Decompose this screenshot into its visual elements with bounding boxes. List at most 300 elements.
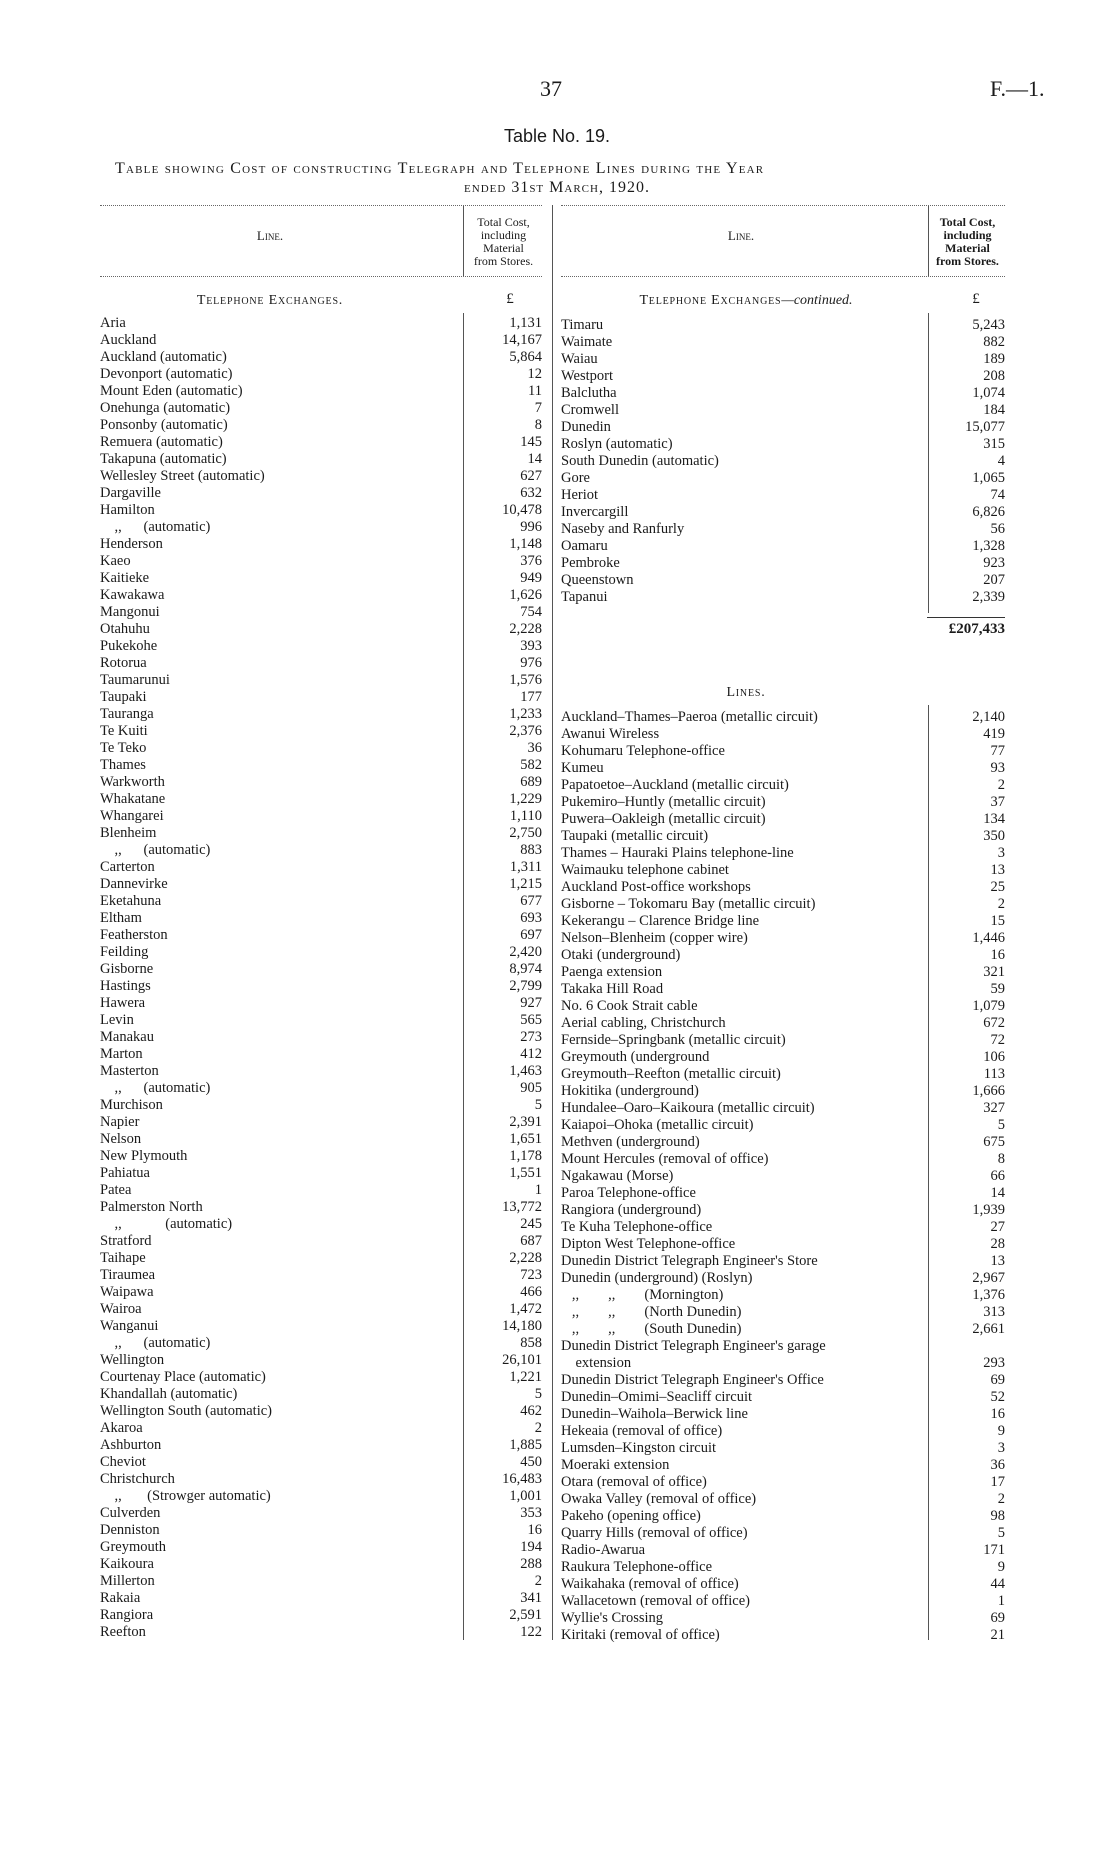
- line-cost: 21: [990, 1627, 1005, 1643]
- line-cost: 321: [983, 964, 1005, 980]
- line-row: [561, 1440, 1005, 1457]
- line-cost: 16,483: [502, 1471, 542, 1487]
- line-name: ,, ,, (Mornington): [561, 1287, 724, 1303]
- exchange-row: [100, 1335, 542, 1352]
- line-name: Waimate: [561, 334, 613, 350]
- line-name: Waikahaka (removal of office): [561, 1576, 739, 1592]
- exchange-row: [100, 808, 542, 825]
- cost-header-line3: Material: [945, 241, 990, 255]
- line-row: [561, 1389, 1005, 1406]
- line-name: Patea: [100, 1182, 132, 1198]
- line-cost: 723: [520, 1267, 542, 1283]
- line-cost: 2,140: [972, 709, 1005, 725]
- line-row: [561, 913, 1005, 930]
- line-row: [561, 947, 1005, 964]
- line-name: Devonport (automatic): [100, 366, 233, 382]
- line-cost: 412: [520, 1046, 542, 1062]
- line-name: New Plymouth: [100, 1148, 188, 1164]
- right-header: [561, 205, 1005, 277]
- line-name: Aria: [100, 315, 126, 331]
- line-cost: 177: [520, 689, 542, 705]
- line-name: Naseby and Ranfurly: [561, 521, 685, 537]
- line-name: Te Kuiti: [100, 723, 148, 739]
- exchange-row: [100, 1267, 542, 1284]
- exchange-row: [100, 451, 542, 468]
- line-cost: 1,178: [509, 1148, 542, 1164]
- line-row: [561, 1202, 1005, 1219]
- line-cost: 36: [527, 740, 542, 756]
- exchange-row: [100, 944, 542, 961]
- line-name: Henderson: [100, 536, 163, 552]
- line-name: Blenheim: [100, 825, 157, 841]
- line-cost: 207: [983, 572, 1005, 588]
- exchange-row: [561, 368, 1005, 385]
- line-name: Roslyn (automatic): [561, 436, 673, 452]
- exchange-row: [100, 1318, 542, 1335]
- line-name: Taupaki (metallic circuit): [561, 828, 709, 844]
- line-name: Whangarei: [100, 808, 164, 824]
- line-cost: 2,591: [509, 1607, 542, 1623]
- line-name: Levin: [100, 1012, 134, 1028]
- line-name: Papatoetoe–Auckland (metallic circuit): [561, 777, 789, 793]
- exchange-row: [100, 1301, 542, 1318]
- line-cost: 1: [534, 1182, 542, 1198]
- line-name: Wallacetown (removal of office): [561, 1593, 750, 1609]
- line-cost: 350: [983, 828, 1005, 844]
- exchange-row: [561, 351, 1005, 368]
- line-name: Palmerston North: [100, 1199, 203, 1215]
- line-cost: 2,376: [509, 723, 542, 739]
- line-cost: 376: [520, 553, 542, 569]
- line-row: [561, 1457, 1005, 1474]
- line-cost: 927: [520, 995, 542, 1011]
- exchange-row: [100, 1437, 542, 1454]
- line-cost: 145: [520, 434, 542, 450]
- line-name: Raukura Telephone-office: [561, 1559, 713, 1575]
- column-divider: [552, 205, 553, 1640]
- line-name: Cromwell: [561, 402, 619, 418]
- exchange-row: [100, 1505, 542, 1522]
- line-cost: 882: [983, 334, 1005, 350]
- line-name: Lumsden–Kingston circuit: [561, 1440, 717, 1456]
- exchange-row: [100, 978, 542, 995]
- line-cost: 582: [520, 757, 542, 773]
- exchange-row: [561, 419, 1005, 436]
- exchange-row: [100, 910, 542, 927]
- line-row: [561, 1542, 1005, 1559]
- line-cost: 996: [520, 519, 542, 535]
- line-name: Fernside–Springbank (metallic circuit): [561, 1032, 786, 1048]
- line-cost: 106: [983, 1049, 1005, 1065]
- line-name: No. 6 Cook Strait cable: [561, 998, 698, 1014]
- line-cost: 327: [983, 1100, 1005, 1116]
- line-name: Thames: [100, 757, 146, 773]
- exchange-row: [100, 400, 542, 417]
- line-name: Pahiatua: [100, 1165, 150, 1181]
- exchange-row: [100, 1539, 542, 1556]
- line-row: [561, 1219, 1005, 1236]
- line-name: Kaikoura: [100, 1556, 154, 1572]
- line-name: Kohumaru Telephone-office: [561, 743, 725, 759]
- line-name: Paenga extension: [561, 964, 663, 980]
- line-name: ,, (automatic): [100, 1335, 211, 1351]
- exchange-row: [100, 1403, 542, 1420]
- line-name: Dunedin District Telegraph Engineer's Store: [561, 1253, 818, 1269]
- line-cost: 2,661: [972, 1321, 1005, 1337]
- right-exchange-rows: [561, 317, 1005, 606]
- line-cost: 466: [520, 1284, 542, 1300]
- exchange-row: [100, 1556, 542, 1573]
- line-cost: 1,148: [509, 536, 542, 552]
- line-cost: 687: [520, 1233, 542, 1249]
- line-cost: 1,065: [972, 470, 1005, 486]
- line-cost: 194: [520, 1539, 542, 1555]
- exchange-row: [100, 570, 542, 587]
- line-row: [561, 1627, 1005, 1644]
- line-cost: 5: [534, 1386, 542, 1402]
- line-row: [561, 1151, 1005, 1168]
- line-cost: 353: [520, 1505, 542, 1521]
- line-name: Te Kuha Telephone-office: [561, 1219, 713, 1235]
- section-lines: Lines.: [726, 685, 766, 700]
- line-name: Mount Hercules (removal of office): [561, 1151, 769, 1167]
- line-name: Kaiapoi–Ohoka (metallic circuit): [561, 1117, 754, 1133]
- line-name: Millerton: [100, 1573, 155, 1589]
- line-name: Otahuhu: [100, 621, 150, 637]
- exchange-row: [561, 402, 1005, 419]
- line-name: Takaka Hill Road: [561, 981, 664, 997]
- exchange-row: [100, 1607, 542, 1624]
- exchange-row: [561, 470, 1005, 487]
- line-name: Ashburton: [100, 1437, 162, 1453]
- line-cost: 1,939: [972, 1202, 1005, 1218]
- line-row: [561, 1406, 1005, 1423]
- line-name: Warkworth: [100, 774, 165, 790]
- line-name: ,, (automatic): [100, 519, 211, 535]
- line-cost: 44: [990, 1576, 1005, 1592]
- line-cost: 1,079: [972, 998, 1005, 1014]
- line-name: Onehunga (automatic): [100, 400, 231, 416]
- line-name: Taupaki: [100, 689, 147, 705]
- line-cost: 184: [983, 402, 1005, 418]
- line-cost: 1,311: [509, 859, 542, 875]
- line-row: [561, 1253, 1005, 1270]
- line-cost: 754: [520, 604, 542, 620]
- header-divider: [928, 206, 929, 276]
- section-exchanges-continued-label: Telephone Exchanges: [639, 293, 782, 308]
- line-cost: 16: [990, 1406, 1005, 1422]
- line-cost: 8: [534, 417, 542, 433]
- line-cost: 15: [990, 913, 1005, 929]
- exchange-row: [100, 1590, 542, 1607]
- line-cost: 1,626: [509, 587, 542, 603]
- line-cost: 77: [990, 743, 1005, 759]
- line-cost: 12: [527, 366, 542, 382]
- line-name: Waimauku telephone cabinet: [561, 862, 729, 878]
- line-name: Feilding: [100, 944, 149, 960]
- exchange-row: [100, 774, 542, 791]
- table-caption-line2: ended 31st March, 1920.: [464, 179, 650, 196]
- line-name: Wanganui: [100, 1318, 159, 1334]
- line-row: [561, 1185, 1005, 1202]
- line-cost: 10,478: [502, 502, 542, 518]
- line-name: Carterton: [100, 859, 155, 875]
- exchange-row: [561, 572, 1005, 589]
- line-cost: 1,221: [509, 1369, 542, 1385]
- exchange-row: [561, 521, 1005, 538]
- exchange-row: [100, 1471, 542, 1488]
- document-code: F.—1.: [990, 76, 1045, 101]
- line-cost: 17: [990, 1474, 1005, 1490]
- line-name: Wyllie's Crossing: [561, 1610, 664, 1626]
- line-cost: 2,228: [509, 1250, 542, 1266]
- line-name: ,, (automatic): [100, 1216, 233, 1232]
- line-cost: 134: [983, 811, 1005, 827]
- exchange-row: [100, 672, 542, 689]
- exchange-row: [100, 1369, 542, 1386]
- line-row: [561, 1576, 1005, 1593]
- line-name: Wellington: [100, 1352, 165, 1368]
- exchange-row: [100, 825, 542, 842]
- line-name: Te Teko: [100, 740, 147, 756]
- exchange-row: [561, 385, 1005, 402]
- exchange-row: [100, 519, 542, 536]
- exchange-row: [100, 485, 542, 502]
- exchange-row: [100, 740, 542, 757]
- exchange-row: [100, 723, 542, 740]
- line-name: Wellington South (automatic): [100, 1403, 272, 1419]
- line-cost: 697: [520, 927, 542, 943]
- line-row: [561, 1559, 1005, 1576]
- line-cost: 56: [990, 521, 1005, 537]
- line-name: Westport: [561, 368, 613, 384]
- line-cost: 273: [520, 1029, 542, 1045]
- line-cost: 1: [997, 1593, 1005, 1609]
- line-name: Whakatane: [100, 791, 166, 807]
- line-name: ,, ,, (North Dunedin): [561, 1304, 742, 1320]
- exchange-row: [100, 791, 542, 808]
- line-cost: 15,077: [965, 419, 1005, 435]
- line-name: Napier: [100, 1114, 140, 1130]
- line-name: Greymouth–Reefton (metallic circuit): [561, 1066, 781, 1082]
- line-cost: 8,974: [509, 961, 542, 977]
- line-cost: 689: [520, 774, 542, 790]
- line-row: [561, 794, 1005, 811]
- line-cost: 9: [997, 1559, 1005, 1575]
- exchange-row: [100, 468, 542, 485]
- exchange-row: [100, 587, 542, 604]
- exchange-row: [561, 504, 1005, 521]
- line-name: Auckland Post-office workshops: [561, 879, 751, 895]
- line-name: Pukemiro–Huntly (metallic circuit): [561, 794, 766, 810]
- exchange-row: [100, 961, 542, 978]
- exchange-row: [100, 1080, 542, 1097]
- line-name: Remuera (automatic): [100, 434, 223, 450]
- line-name: Courtenay Place (automatic): [100, 1369, 266, 1385]
- line-cost: 66: [990, 1168, 1005, 1184]
- line-cost: 189: [983, 351, 1005, 367]
- exchanges-total: £207,433: [927, 617, 1005, 640]
- exchange-row: [561, 453, 1005, 470]
- line-name: Eltham: [100, 910, 142, 926]
- line-row: [561, 1491, 1005, 1508]
- line-row: [561, 930, 1005, 947]
- exchange-row: [100, 995, 542, 1012]
- right-column: [561, 205, 1005, 1643]
- line-cost: 11: [528, 383, 542, 399]
- exchange-row: [100, 1386, 542, 1403]
- exchange-row: [100, 927, 542, 944]
- exchange-row: [100, 1012, 542, 1029]
- exchange-row: [100, 315, 542, 332]
- line-name: Tauranga: [100, 706, 154, 722]
- line-name: Heriot: [561, 487, 599, 503]
- line-row: [561, 1134, 1005, 1151]
- exchange-row: [100, 417, 542, 434]
- line-row: [561, 1100, 1005, 1117]
- line-row: [561, 1593, 1005, 1610]
- exchange-row: [100, 604, 542, 621]
- line-name: Featherston: [100, 927, 168, 943]
- line-name: Khandallah (automatic): [100, 1386, 238, 1402]
- line-cost: 69: [990, 1372, 1005, 1388]
- line-name: Kaitieke: [100, 570, 150, 586]
- line-name: Rangiora (underground): [561, 1202, 702, 1218]
- line-name: Hawera: [100, 995, 146, 1011]
- cost-header-line4: from Stores.: [473, 254, 534, 268]
- line-cost: 672: [983, 1015, 1005, 1031]
- line-cost: 905: [520, 1080, 542, 1096]
- line-name: Nelson: [100, 1131, 142, 1147]
- line-name: Dipton West Telephone-office: [561, 1236, 736, 1252]
- exchange-row: [100, 1420, 542, 1437]
- line-name: Otara (removal of office): [561, 1474, 707, 1490]
- exchange-row: [100, 876, 542, 893]
- exchange-row: [100, 366, 542, 383]
- line-name: Dunedin–Waihola–Berwick line: [561, 1406, 748, 1422]
- line-cost: 450: [520, 1454, 542, 1470]
- line-name: Auckland–Thames–Paeroa (metallic circuit): [561, 709, 818, 725]
- line-cost: 1,233: [509, 706, 542, 722]
- line-row: [561, 709, 1005, 726]
- exchange-row: [100, 893, 542, 910]
- line-cost: 393: [520, 638, 542, 654]
- line-name: Otaki (underground): [561, 947, 681, 963]
- line-name: Kekerangu – Clarence Bridge line: [561, 913, 760, 929]
- exchange-row: [100, 757, 542, 774]
- line-cost: 949: [520, 570, 542, 586]
- line-name: Dunedin District Telegraph Engineer's garage: [561, 1338, 826, 1354]
- line-name: Stratford: [100, 1233, 152, 1249]
- line-name: Christchurch: [100, 1471, 175, 1487]
- line-cost: 2,228: [509, 621, 542, 637]
- line-cost: 113: [983, 1066, 1005, 1082]
- line-row: [561, 1474, 1005, 1491]
- line-cost: 923: [983, 555, 1005, 571]
- line-cost: 883: [520, 842, 542, 858]
- line-name: Cheviot: [100, 1454, 146, 1470]
- line-cost: 9: [997, 1423, 1005, 1439]
- line-cost: 1,215: [509, 876, 542, 892]
- exchange-row: [100, 689, 542, 706]
- line-name: Dunedin–Omimi–Seacliff circuit: [561, 1389, 753, 1405]
- left-column: [100, 205, 542, 1640]
- line-cost: 1,131: [509, 315, 542, 331]
- line-name: Rangiora: [100, 1607, 154, 1623]
- line-name: Kawakawa: [100, 587, 165, 603]
- line-cost: 2: [534, 1573, 542, 1589]
- exchange-row: [100, 434, 542, 451]
- line-cost: 976: [520, 655, 542, 671]
- line-row: [561, 1049, 1005, 1066]
- line-row: [561, 1338, 1005, 1355]
- line-row: [561, 1321, 1005, 1338]
- exchange-row: [100, 655, 542, 672]
- line-name: ,, (Strowger automatic): [100, 1488, 271, 1504]
- line-cost: 2,799: [509, 978, 542, 994]
- line-cost: 1,576: [509, 672, 542, 688]
- line-name: Hamilton: [100, 502, 155, 518]
- line-cost: 93: [990, 760, 1005, 776]
- line-cost: 1,328: [972, 538, 1005, 554]
- line-row: [561, 743, 1005, 760]
- line-cost: 8: [997, 1151, 1005, 1167]
- line-name: Radio-Awarua: [561, 1542, 646, 1558]
- line-cost: 37: [990, 794, 1005, 810]
- line-name: Dunedin: [561, 419, 611, 435]
- exchange-row: [100, 1284, 542, 1301]
- line-cost: 5,864: [509, 349, 542, 365]
- line-row: [561, 1117, 1005, 1134]
- exchange-row: [100, 1216, 542, 1233]
- exchange-row: [100, 1148, 542, 1165]
- line-cost: 2: [997, 896, 1005, 912]
- exchange-row: [100, 1454, 542, 1471]
- line-name: Paroa Telephone-office: [561, 1185, 696, 1201]
- line-row: [561, 1423, 1005, 1440]
- exchange-row: [100, 1250, 542, 1267]
- line-cost: 14: [990, 1185, 1005, 1201]
- line-cost: 858: [520, 1335, 542, 1351]
- line-cost: 7: [534, 400, 542, 416]
- line-row: [561, 1236, 1005, 1253]
- line-name: Taumarunui: [100, 672, 170, 688]
- cost-header-line1: Total Cost,: [939, 215, 996, 229]
- exchange-row: [100, 1165, 542, 1182]
- line-row: [561, 1083, 1005, 1100]
- exchange-row: [100, 1522, 542, 1539]
- exchange-row: [561, 538, 1005, 555]
- exchange-row: [561, 555, 1005, 572]
- table-number: Table No. 19.: [503, 126, 611, 146]
- line-cost: 3: [997, 845, 1005, 861]
- line-name: Puwera–Oakleigh (metallic circuit): [561, 811, 766, 827]
- line-cost: 27: [990, 1219, 1005, 1235]
- line-cost: 13,772: [502, 1199, 542, 1215]
- line-cost: 69: [990, 1610, 1005, 1626]
- line-row: [561, 1610, 1005, 1627]
- line-cost: 2: [997, 777, 1005, 793]
- exchange-row: [100, 1131, 542, 1148]
- line-name: Gisborne – Tokomaru Bay (metallic circuit): [561, 896, 816, 912]
- line-cost: 5: [997, 1525, 1005, 1541]
- line-cost: 74: [990, 487, 1005, 503]
- exchange-row: [100, 1063, 542, 1080]
- line-cost: 1,551: [509, 1165, 542, 1181]
- line-row: [561, 1032, 1005, 1049]
- exchange-row: [561, 487, 1005, 504]
- line-cost: 122: [520, 1624, 542, 1640]
